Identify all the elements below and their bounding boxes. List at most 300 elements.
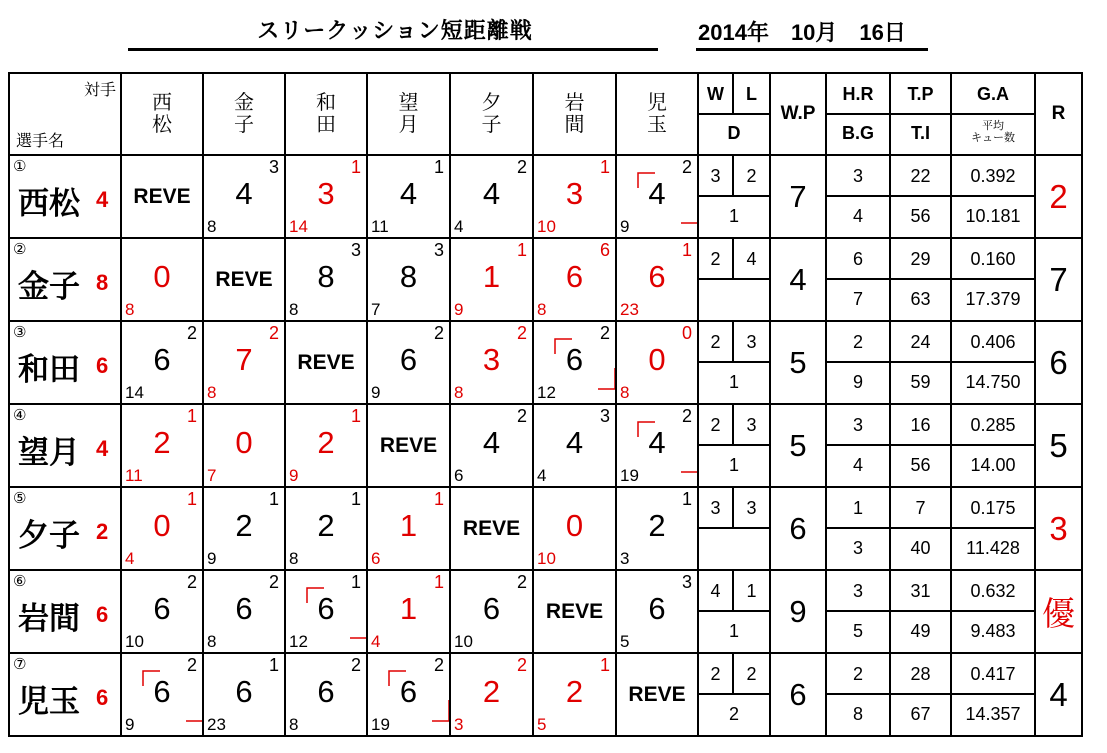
player-score: 8 bbox=[96, 270, 109, 295]
average-cue-count-value: 14.357 bbox=[965, 704, 1021, 724]
match-cell bbox=[533, 404, 616, 487]
match-score: 3 bbox=[565, 176, 584, 211]
high-run: 3 bbox=[433, 240, 444, 260]
win-points: 7 bbox=[770, 155, 826, 238]
total-points-value: 29 bbox=[891, 239, 950, 280]
high-run: 2 bbox=[186, 655, 197, 675]
ga-cell bbox=[951, 653, 1035, 736]
match-cell bbox=[450, 155, 533, 238]
ga-cell bbox=[951, 404, 1035, 487]
player-name: 望月 bbox=[18, 435, 80, 470]
innings: 8 bbox=[207, 383, 217, 402]
rank-value: 6 bbox=[1035, 321, 1082, 404]
reve-label: REVE bbox=[462, 517, 521, 540]
high-run-value: 3 bbox=[827, 156, 889, 197]
losses-value: 1 bbox=[746, 581, 757, 601]
ga-cell bbox=[951, 321, 1035, 404]
hr-header: H.R bbox=[827, 74, 889, 115]
match-cell bbox=[203, 404, 285, 487]
average-cue-count-value: 9.483 bbox=[970, 621, 1016, 641]
match-score: 6 bbox=[399, 674, 418, 709]
ga-label: G.A bbox=[952, 74, 1034, 115]
match-score: 6 bbox=[153, 674, 171, 709]
wld-cell bbox=[698, 321, 770, 404]
win-points: 4 bbox=[770, 238, 826, 321]
tp-ti-cell bbox=[890, 238, 951, 321]
wld-cell bbox=[698, 238, 770, 321]
high-run: 2 bbox=[516, 157, 527, 177]
rank-value: 5 bbox=[1035, 404, 1082, 487]
innings: 8 bbox=[289, 300, 299, 319]
high-run: 3 bbox=[599, 406, 610, 426]
innings: 19 bbox=[620, 466, 639, 485]
general-average-value: 0.392 bbox=[952, 156, 1034, 197]
tp-ti-cell bbox=[890, 570, 951, 653]
match-score: 4 bbox=[482, 425, 501, 460]
reve-cell bbox=[533, 570, 616, 653]
high-run: 2 bbox=[516, 406, 527, 426]
wins-value: 3 bbox=[699, 156, 734, 197]
high-run: 1 bbox=[433, 489, 444, 509]
match-score: 4 bbox=[648, 176, 666, 211]
match-cell bbox=[285, 570, 367, 653]
innings: 3 bbox=[454, 715, 464, 734]
innings: 8 bbox=[207, 217, 217, 236]
innings: 12 bbox=[289, 632, 308, 651]
results-table bbox=[8, 72, 1083, 737]
losses-value: 2 bbox=[746, 664, 757, 684]
rank-value: 2 bbox=[1035, 155, 1082, 238]
wins-value: 2 bbox=[699, 654, 734, 695]
high-run: 2 bbox=[350, 655, 361, 675]
player-score: 6 bbox=[96, 602, 109, 627]
losses-value: 3 bbox=[746, 498, 757, 518]
total-innings-value: 67 bbox=[910, 704, 931, 724]
high-run: 1 bbox=[350, 572, 361, 592]
total-points-value: 22 bbox=[891, 156, 950, 197]
match-score: 8 bbox=[317, 259, 335, 294]
match-score: 6 bbox=[565, 259, 584, 294]
reve-label: REVE bbox=[379, 434, 438, 457]
match-cell bbox=[203, 321, 285, 404]
high-run: 2 bbox=[681, 406, 692, 426]
match-cell bbox=[203, 487, 285, 570]
match-cell bbox=[121, 404, 203, 487]
high-run-value: 3 bbox=[827, 405, 889, 446]
reve-label: REVE bbox=[215, 268, 273, 291]
total-points-value: 7 bbox=[891, 488, 950, 529]
match-cell bbox=[616, 321, 698, 404]
innings: 14 bbox=[289, 217, 308, 236]
innings: 7 bbox=[207, 466, 217, 485]
innings: 12 bbox=[537, 383, 556, 402]
high-run: 1 bbox=[350, 406, 361, 426]
match-score: 6 bbox=[648, 259, 666, 294]
average-cue-count-value: 10.181 bbox=[965, 206, 1021, 226]
innings: 9 bbox=[289, 466, 299, 485]
innings: 8 bbox=[454, 383, 464, 402]
high-run-value: 1 bbox=[827, 488, 889, 529]
player-name: 金子 bbox=[18, 269, 80, 304]
player-cell bbox=[9, 155, 121, 238]
player-score: 2 bbox=[96, 519, 109, 544]
wld-cell bbox=[698, 487, 770, 570]
innings: 7 bbox=[371, 300, 381, 319]
win-points: 5 bbox=[770, 321, 826, 404]
ti-header: T.I bbox=[910, 123, 930, 143]
innings: 4 bbox=[537, 466, 547, 485]
match-cell bbox=[203, 653, 285, 736]
general-average-value: 0.285 bbox=[952, 405, 1034, 446]
draw-header: D bbox=[727, 123, 741, 143]
ga-cell bbox=[951, 155, 1035, 238]
best-game-value: 7 bbox=[852, 289, 863, 309]
opponent-header: 西 松 bbox=[121, 73, 203, 155]
match-cell bbox=[121, 570, 203, 653]
reve-cell bbox=[121, 155, 203, 238]
player-row bbox=[9, 155, 1082, 238]
high-run: 2 bbox=[433, 655, 444, 675]
match-score: 6 bbox=[317, 591, 335, 626]
average-cue-count-value: 11.428 bbox=[966, 538, 1020, 558]
opponent-header: 望 月 bbox=[367, 73, 450, 155]
match-score: 6 bbox=[235, 674, 253, 709]
best-game-value: 9 bbox=[852, 372, 863, 392]
match-score: 1 bbox=[399, 591, 418, 626]
player-name: 西松 bbox=[18, 186, 80, 221]
player-row bbox=[9, 321, 1082, 404]
rank-value: 3 bbox=[1035, 487, 1082, 570]
innings: 23 bbox=[207, 715, 226, 734]
losses-value: 4 bbox=[746, 249, 757, 269]
wins-value: 4 bbox=[699, 571, 734, 612]
match-score: 4 bbox=[482, 176, 501, 211]
match-score: 0 bbox=[648, 342, 666, 377]
wld-cell bbox=[698, 653, 770, 736]
player-cell bbox=[9, 653, 121, 736]
player-row bbox=[9, 404, 1082, 487]
total-innings-value: 40 bbox=[910, 538, 931, 558]
total-points-value: 31 bbox=[891, 571, 950, 612]
match-score: 0 bbox=[153, 259, 171, 294]
total-innings-value: 63 bbox=[910, 289, 931, 309]
ga-cell bbox=[951, 238, 1035, 321]
wld-header bbox=[698, 73, 770, 155]
wins-value: 2 bbox=[699, 405, 734, 446]
hr-bg-cell bbox=[826, 570, 890, 653]
high-run: 2 bbox=[681, 157, 692, 177]
match-cell bbox=[450, 321, 533, 404]
match-cell bbox=[450, 404, 533, 487]
player-number: ③ bbox=[13, 324, 27, 341]
match-cell bbox=[285, 404, 367, 487]
match-cell bbox=[285, 653, 367, 736]
innings: 9 bbox=[207, 549, 217, 568]
match-cell bbox=[450, 570, 533, 653]
player-row bbox=[9, 570, 1082, 653]
player-row bbox=[9, 238, 1082, 321]
tp-ti-cell bbox=[890, 155, 951, 238]
draws-value: 1 bbox=[728, 621, 739, 641]
innings: 10 bbox=[537, 217, 556, 236]
match-score: 6 bbox=[648, 591, 666, 626]
innings: 8 bbox=[289, 715, 299, 734]
match-score: 6 bbox=[565, 342, 584, 377]
win-header: W bbox=[699, 74, 734, 115]
match-cell bbox=[285, 155, 367, 238]
player-number: ④ bbox=[13, 407, 27, 424]
high-run: 1 bbox=[599, 655, 610, 675]
total-innings-value: 49 bbox=[910, 621, 931, 641]
match-cell bbox=[203, 155, 285, 238]
match-score: 1 bbox=[482, 259, 501, 294]
table-body bbox=[9, 73, 1082, 736]
player-score: 6 bbox=[96, 353, 109, 378]
match-cell bbox=[367, 487, 450, 570]
high-run: 1 bbox=[268, 655, 279, 675]
best-game-value: 4 bbox=[852, 455, 863, 475]
high-run: 1 bbox=[186, 489, 197, 509]
match-cell bbox=[533, 155, 616, 238]
high-run: 1 bbox=[186, 406, 197, 426]
high-run: 2 bbox=[516, 655, 527, 675]
innings: 19 bbox=[371, 715, 390, 734]
reve-label: REVE bbox=[297, 351, 355, 374]
tp-header: T.P bbox=[891, 74, 950, 115]
innings: 8 bbox=[537, 300, 547, 319]
wld-cell bbox=[698, 570, 770, 653]
total-innings-value: 59 bbox=[910, 372, 931, 392]
losses-value: 3 bbox=[746, 332, 757, 352]
match-cell bbox=[533, 321, 616, 404]
match-cell bbox=[533, 653, 616, 736]
match-cell bbox=[367, 570, 450, 653]
draws-value bbox=[699, 279, 769, 320]
high-run: 1 bbox=[350, 489, 361, 509]
match-cell bbox=[285, 238, 367, 321]
innings: 10 bbox=[537, 549, 556, 568]
innings: 14 bbox=[125, 383, 144, 402]
wins-value: 2 bbox=[699, 239, 734, 280]
match-cell bbox=[121, 653, 203, 736]
win-points: 6 bbox=[770, 653, 826, 736]
reve-cell bbox=[367, 404, 450, 487]
general-average-value: 0.175 bbox=[952, 488, 1034, 529]
date-underline bbox=[696, 48, 928, 51]
opponent-header: 金 子 bbox=[203, 73, 285, 155]
losses-value: 2 bbox=[746, 166, 757, 186]
match-score: 7 bbox=[235, 342, 253, 377]
high-run: 2 bbox=[186, 572, 197, 592]
match-score: 6 bbox=[153, 342, 171, 377]
match-score: 6 bbox=[482, 591, 501, 626]
innings: 8 bbox=[207, 632, 217, 651]
draws-value: 1 bbox=[728, 372, 739, 392]
general-average-value: 0.632 bbox=[952, 571, 1034, 612]
average-cue-count-value: 17.379 bbox=[965, 289, 1021, 309]
opponent-header: 岩 間 bbox=[533, 73, 616, 155]
match-score: 0 bbox=[235, 425, 253, 460]
average-label: 平均 bbox=[982, 120, 1004, 132]
innings: 6 bbox=[454, 466, 464, 485]
total-points-value: 28 bbox=[891, 654, 950, 695]
high-run: 1 bbox=[433, 157, 444, 177]
match-cell bbox=[616, 487, 698, 570]
reve-label: REVE bbox=[545, 600, 604, 623]
general-average-value: 0.417 bbox=[952, 654, 1034, 695]
reve-label: REVE bbox=[133, 185, 191, 208]
innings: 9 bbox=[125, 715, 135, 734]
player-name: 岩間 bbox=[18, 601, 80, 636]
best-game-value: 3 bbox=[852, 538, 863, 558]
player-row bbox=[9, 653, 1082, 736]
innings: 10 bbox=[125, 632, 144, 651]
tp-ti-header bbox=[890, 73, 951, 155]
win-points: 6 bbox=[770, 487, 826, 570]
rank-header: R bbox=[1035, 73, 1082, 155]
hr-bg-cell bbox=[826, 321, 890, 404]
high-run: 0 bbox=[681, 323, 692, 343]
rank-value: 4 bbox=[1035, 653, 1082, 736]
player-cell bbox=[9, 570, 121, 653]
match-cell bbox=[616, 238, 698, 321]
player-name: 児玉 bbox=[18, 684, 80, 719]
hr-bg-cell bbox=[826, 487, 890, 570]
match-score: 0 bbox=[153, 508, 171, 543]
ga-cell bbox=[951, 570, 1035, 653]
best-game-value: 4 bbox=[852, 206, 863, 226]
high-run-value: 2 bbox=[827, 654, 889, 695]
match-cell bbox=[450, 653, 533, 736]
match-score: 2 bbox=[235, 508, 253, 543]
high-run: 3 bbox=[681, 572, 692, 592]
rank-value: 7 bbox=[1035, 238, 1082, 321]
player-number: ⑥ bbox=[13, 573, 27, 590]
reve-label: REVE bbox=[628, 683, 686, 706]
wp-header: W.P bbox=[770, 73, 826, 155]
best-game-value: 8 bbox=[852, 704, 863, 724]
ga-header bbox=[951, 73, 1035, 155]
best-game-value: 5 bbox=[852, 621, 863, 641]
innings: 3 bbox=[620, 549, 630, 568]
high-run: 2 bbox=[186, 323, 197, 343]
losses-value: 3 bbox=[746, 415, 757, 435]
average-cue-count-value: 14.750 bbox=[965, 372, 1021, 392]
match-score: 3 bbox=[482, 342, 501, 377]
total-innings-value: 56 bbox=[910, 206, 931, 226]
hr-bg-header bbox=[826, 73, 890, 155]
draws-value bbox=[699, 528, 769, 569]
reve-cell bbox=[450, 487, 533, 570]
high-run: 1 bbox=[268, 489, 279, 509]
match-cell bbox=[616, 404, 698, 487]
match-score: 4 bbox=[648, 425, 666, 460]
total-points-value: 24 bbox=[891, 322, 950, 363]
player-name-label: 選手名 bbox=[16, 133, 65, 150]
match-cell bbox=[121, 487, 203, 570]
general-average-value: 0.160 bbox=[952, 239, 1034, 280]
high-run-value: 6 bbox=[827, 239, 889, 280]
match-score: 8 bbox=[399, 259, 418, 294]
high-run: 1 bbox=[599, 157, 610, 177]
high-run-value: 3 bbox=[827, 571, 889, 612]
reve-cell bbox=[203, 238, 285, 321]
match-cell bbox=[367, 155, 450, 238]
player-number: ① bbox=[13, 158, 27, 175]
reve-cell bbox=[285, 321, 367, 404]
innings: 5 bbox=[620, 632, 630, 651]
tp-ti-cell bbox=[890, 487, 951, 570]
match-cell bbox=[616, 570, 698, 653]
player-cell bbox=[9, 404, 121, 487]
high-run: 2 bbox=[433, 323, 444, 343]
innings: 4 bbox=[371, 632, 381, 651]
cue-count-label: キュー数 bbox=[971, 132, 1015, 144]
average-cue-count-value: 14.00 bbox=[970, 455, 1016, 475]
player-score: 6 bbox=[96, 685, 109, 710]
high-run: 1 bbox=[516, 240, 527, 260]
match-score: 3 bbox=[317, 176, 335, 211]
match-cell bbox=[533, 487, 616, 570]
page-title: スリークッション短距離戦 bbox=[257, 18, 533, 43]
match-score: 2 bbox=[317, 425, 335, 460]
innings: 8 bbox=[289, 549, 299, 568]
innings: 5 bbox=[537, 715, 547, 734]
hr-bg-cell bbox=[826, 653, 890, 736]
win-points: 9 bbox=[770, 570, 826, 653]
high-run: 3 bbox=[350, 240, 361, 260]
opponent-header: 和 田 bbox=[285, 73, 367, 155]
win-points: 5 bbox=[770, 404, 826, 487]
draws-value: 1 bbox=[728, 455, 739, 475]
innings: 9 bbox=[454, 300, 464, 319]
match-cell bbox=[367, 321, 450, 404]
opponent-header: 児 玉 bbox=[616, 73, 698, 155]
player-score: 4 bbox=[96, 436, 109, 461]
match-score: 1 bbox=[399, 508, 418, 543]
innings: 8 bbox=[125, 300, 135, 319]
match-cell bbox=[285, 487, 367, 570]
innings: 4 bbox=[454, 217, 464, 236]
innings: 6 bbox=[371, 549, 381, 568]
player-cell bbox=[9, 321, 121, 404]
tp-ti-cell bbox=[890, 653, 951, 736]
match-cell bbox=[616, 155, 698, 238]
hr-bg-cell bbox=[826, 238, 890, 321]
opponent-header: 夕 子 bbox=[450, 73, 533, 155]
reve-cell bbox=[616, 653, 698, 736]
high-run: 6 bbox=[599, 240, 610, 260]
innings: 10 bbox=[454, 632, 473, 651]
hr-bg-cell bbox=[826, 155, 890, 238]
match-cell bbox=[121, 238, 203, 321]
total-innings-value: 56 bbox=[910, 455, 931, 475]
match-cell bbox=[533, 238, 616, 321]
high-run: 1 bbox=[681, 240, 692, 260]
high-run: 1 bbox=[350, 157, 361, 177]
match-score: 2 bbox=[648, 508, 666, 543]
opponent-label: 対手 bbox=[83, 82, 116, 99]
innings: 11 bbox=[125, 466, 143, 485]
match-cell bbox=[450, 238, 533, 321]
hr-bg-cell bbox=[826, 404, 890, 487]
corner-cell bbox=[9, 73, 121, 155]
bg-header: B.G bbox=[841, 123, 874, 143]
match-score: 2 bbox=[565, 674, 584, 709]
innings: 8 bbox=[620, 383, 630, 402]
high-run-value: 2 bbox=[827, 322, 889, 363]
high-run: 2 bbox=[268, 572, 279, 592]
